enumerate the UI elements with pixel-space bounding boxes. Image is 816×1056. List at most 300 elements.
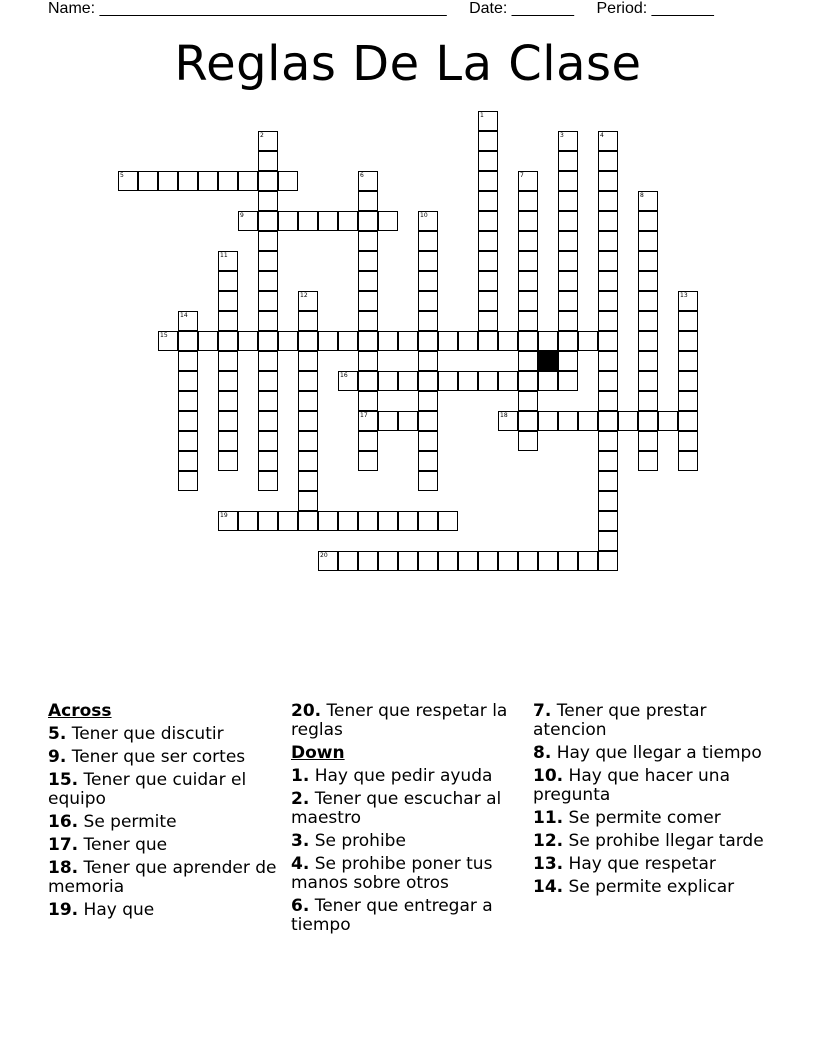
crossword-cell[interactable] bbox=[558, 291, 578, 311]
crossword-cell[interactable] bbox=[478, 191, 498, 211]
crossword-cell[interactable] bbox=[298, 331, 318, 351]
crossword-cell[interactable] bbox=[358, 251, 378, 271]
crossword-cell[interactable] bbox=[518, 351, 538, 371]
crossword-cell[interactable] bbox=[418, 331, 438, 351]
crossword-cell[interactable] bbox=[238, 331, 258, 351]
clue-number-label: 7 bbox=[520, 172, 524, 179]
crossword-cell[interactable] bbox=[418, 391, 438, 411]
crossword-cell[interactable] bbox=[258, 511, 278, 531]
clue-down-14 bbox=[533, 878, 773, 897]
crossword-cell[interactable] bbox=[638, 331, 658, 351]
crossword-cell[interactable] bbox=[318, 211, 338, 231]
crossword-cell[interactable] bbox=[218, 271, 238, 291]
crossword-cell[interactable] bbox=[438, 331, 458, 351]
crossword-cell[interactable] bbox=[638, 251, 658, 271]
crossword-cell[interactable] bbox=[598, 231, 618, 251]
clue-number-label: 6 bbox=[360, 172, 364, 179]
crossword-cell[interactable] bbox=[678, 451, 698, 471]
crossword-cell[interactable] bbox=[238, 171, 258, 191]
clue-number: 3. bbox=[291, 831, 310, 851]
period-field[interactable]: Period: _______ bbox=[596, 0, 714, 17]
crossword-cell[interactable] bbox=[438, 371, 458, 391]
clue-down-1 bbox=[291, 767, 517, 786]
crossword-cell[interactable] bbox=[178, 331, 198, 351]
clue-text: Se permite bbox=[83, 812, 177, 832]
crossword-cell[interactable] bbox=[258, 471, 278, 491]
clues-column-3 bbox=[533, 702, 773, 901]
crossword-cell[interactable] bbox=[478, 291, 498, 311]
crossword-cell[interactable] bbox=[278, 211, 298, 231]
clue-down-12 bbox=[533, 832, 773, 851]
clue-number-label: 5 bbox=[120, 172, 124, 179]
crossword-cell[interactable] bbox=[638, 231, 658, 251]
crossword-cell[interactable] bbox=[598, 251, 618, 271]
clue-number: 2. bbox=[291, 789, 310, 809]
clue-number-label: 10 bbox=[420, 212, 428, 219]
name-field[interactable]: Name: _______________________________________ bbox=[48, 0, 447, 17]
crossword-cell[interactable] bbox=[258, 371, 278, 391]
crossword-cell[interactable] bbox=[358, 271, 378, 291]
crossword-cell[interactable] bbox=[178, 471, 198, 491]
crossword-cell[interactable] bbox=[258, 211, 278, 231]
crossword-cell[interactable] bbox=[518, 291, 538, 311]
crossword-cell[interactable] bbox=[178, 351, 198, 371]
crossword-cell[interactable] bbox=[298, 351, 318, 371]
clue-number-label: 1 bbox=[480, 112, 484, 119]
clue-number: 4. bbox=[291, 854, 310, 874]
clue-text: Hay que llegar a tiempo bbox=[556, 743, 762, 763]
crossword-cell[interactable] bbox=[478, 311, 498, 331]
down-heading: Down bbox=[291, 743, 345, 763]
crossword-cell[interactable] bbox=[338, 551, 358, 571]
crossword-cell[interactable] bbox=[218, 391, 238, 411]
clue-number: 19. bbox=[48, 900, 79, 920]
crossword-cell[interactable] bbox=[638, 391, 658, 411]
crossword-cell[interactable] bbox=[598, 291, 618, 311]
crossword-cell[interactable] bbox=[538, 411, 558, 431]
clue-text: Tener que bbox=[83, 835, 168, 855]
crossword-cell[interactable] bbox=[478, 331, 498, 351]
clue-text: Tener que ser cortes bbox=[71, 747, 246, 767]
clue-number-label: 2 bbox=[260, 132, 264, 139]
clue-number: 20. bbox=[291, 701, 322, 721]
crossword-cell[interactable] bbox=[638, 311, 658, 331]
crossword-cell[interactable] bbox=[178, 171, 198, 191]
crossword-cell[interactable] bbox=[558, 551, 578, 571]
crossword-cell[interactable] bbox=[418, 411, 438, 431]
crossword-cell[interactable] bbox=[298, 451, 318, 471]
crossword-cell[interactable] bbox=[638, 431, 658, 451]
crossword-cell[interactable] bbox=[358, 371, 378, 391]
crossword-cell[interactable] bbox=[438, 551, 458, 571]
crossword-cell[interactable] bbox=[598, 371, 618, 391]
crossword-cell[interactable] bbox=[218, 331, 238, 351]
clue-number: 15. bbox=[48, 770, 79, 790]
crossword-cell[interactable] bbox=[478, 231, 498, 251]
clue-text: Hay que pedir ayuda bbox=[314, 766, 493, 786]
crossword-cell[interactable] bbox=[378, 411, 398, 431]
crossword-cell[interactable] bbox=[598, 191, 618, 211]
crossword-cell[interactable] bbox=[478, 131, 498, 151]
clue-number: 18. bbox=[48, 858, 79, 878]
crossword-cell[interactable] bbox=[258, 231, 278, 251]
crossword-cell[interactable] bbox=[378, 331, 398, 351]
crossword-cell[interactable] bbox=[358, 191, 378, 211]
clue-number: 7. bbox=[533, 701, 552, 721]
crossword-cell[interactable] bbox=[358, 311, 378, 331]
crossword-cell[interactable] bbox=[498, 331, 518, 351]
crossword-cell[interactable] bbox=[358, 511, 378, 531]
crossword-cell[interactable] bbox=[638, 351, 658, 371]
crossword-cell[interactable] bbox=[478, 271, 498, 291]
clues-column-2 bbox=[291, 702, 517, 939]
crossword-cell[interactable] bbox=[198, 171, 218, 191]
crossword-cell[interactable] bbox=[178, 371, 198, 391]
crossword-cell[interactable] bbox=[278, 331, 298, 351]
clue-number: 14. bbox=[533, 877, 564, 897]
crossword-cell[interactable] bbox=[178, 451, 198, 471]
clue-text: Se permite comer bbox=[568, 808, 721, 828]
crossword-cell[interactable] bbox=[298, 311, 318, 331]
crossword-cell[interactable] bbox=[218, 451, 238, 471]
clue-down-8 bbox=[533, 744, 773, 763]
clue-across-18 bbox=[48, 859, 280, 897]
crossword-cell[interactable] bbox=[378, 371, 398, 391]
clue-number-label: 11 bbox=[220, 252, 228, 259]
crossword-cell[interactable] bbox=[318, 511, 338, 531]
clue-across-20 bbox=[291, 702, 517, 740]
crossword-cell[interactable] bbox=[478, 371, 498, 391]
crossword-cell[interactable] bbox=[598, 151, 618, 171]
crossword-cell[interactable] bbox=[678, 431, 698, 451]
crossword-cell[interactable] bbox=[518, 231, 538, 251]
clue-down-10 bbox=[533, 767, 773, 805]
clue-text: Se prohibe bbox=[314, 831, 406, 851]
crossword-cell[interactable] bbox=[218, 411, 238, 431]
crossword-cell[interactable] bbox=[518, 431, 538, 451]
clue-number: 17. bbox=[48, 835, 79, 855]
clue-text: Tener que aprender de memoria bbox=[48, 858, 277, 897]
clue-text: Hay que bbox=[83, 900, 155, 920]
crossword-cell[interactable] bbox=[458, 371, 478, 391]
crossword-cell[interactable] bbox=[458, 331, 478, 351]
crossword-cell[interactable] bbox=[258, 291, 278, 311]
clue-text: Tener que escuchar al maestro bbox=[291, 789, 502, 828]
crossword-cell[interactable] bbox=[218, 431, 238, 451]
crossword-cell[interactable] bbox=[298, 471, 318, 491]
crossword-cell[interactable] bbox=[298, 491, 318, 511]
crossword-cell[interactable] bbox=[678, 411, 698, 431]
crossword-cell[interactable] bbox=[258, 171, 278, 191]
crossword-cell[interactable] bbox=[558, 251, 578, 271]
crossword-cell[interactable] bbox=[558, 311, 578, 331]
clue-number: 13. bbox=[533, 854, 564, 874]
crossword-cell[interactable] bbox=[478, 151, 498, 171]
crossword-cell[interactable] bbox=[218, 311, 238, 331]
crossword-cell[interactable] bbox=[258, 451, 278, 471]
crossword-cell[interactable] bbox=[518, 371, 538, 391]
crossword-cell[interactable] bbox=[678, 311, 698, 331]
crossword-cell[interactable] bbox=[338, 211, 358, 231]
crossword-cell[interactable] bbox=[378, 211, 398, 231]
clue-number: 16. bbox=[48, 812, 79, 832]
crossword-cell[interactable] bbox=[418, 551, 438, 571]
crossword-cell[interactable] bbox=[418, 291, 438, 311]
crossword-cell[interactable] bbox=[638, 411, 658, 431]
crossword-cell[interactable] bbox=[398, 411, 418, 431]
crossword-cell[interactable] bbox=[358, 331, 378, 351]
crossword-cell[interactable] bbox=[518, 251, 538, 271]
crossword-cell[interactable] bbox=[558, 231, 578, 251]
clue-text: Se permite explicar bbox=[568, 877, 735, 897]
crossword-cell[interactable] bbox=[358, 351, 378, 371]
crossword-cell[interactable] bbox=[358, 231, 378, 251]
clue-down-13 bbox=[533, 855, 773, 874]
crossword-cell[interactable] bbox=[398, 511, 418, 531]
crossword-cell[interactable] bbox=[518, 551, 538, 571]
crossword-cell[interactable] bbox=[678, 331, 698, 351]
clue-number: 6. bbox=[291, 896, 310, 916]
crossword-cell[interactable] bbox=[518, 191, 538, 211]
crossword-cell[interactable] bbox=[238, 511, 258, 531]
crossword-cell[interactable] bbox=[558, 411, 578, 431]
clue-number: 1. bbox=[291, 766, 310, 786]
crossword-cell[interactable] bbox=[278, 171, 298, 191]
clue-down-6 bbox=[291, 897, 517, 935]
clue-number-label: 15 bbox=[160, 332, 168, 339]
crossword-cell[interactable] bbox=[418, 471, 438, 491]
clue-number: 10. bbox=[533, 766, 564, 786]
crossword-cell[interactable] bbox=[518, 311, 538, 331]
crossword-cell[interactable] bbox=[418, 431, 438, 451]
clue-number-label: 13 bbox=[680, 292, 688, 299]
crossword-cell[interactable] bbox=[598, 531, 618, 551]
crossword-cell[interactable] bbox=[598, 331, 618, 351]
crossword-cell[interactable] bbox=[518, 331, 538, 351]
crossword-cell[interactable] bbox=[538, 331, 558, 351]
crossword-cell[interactable] bbox=[218, 291, 238, 311]
crossword-cell[interactable] bbox=[678, 391, 698, 411]
crossword-cell[interactable] bbox=[318, 331, 338, 351]
crossword-cell[interactable] bbox=[298, 511, 318, 531]
crossword-cell[interactable] bbox=[618, 411, 638, 431]
crossword-cell[interactable] bbox=[518, 271, 538, 291]
crossword-cell[interactable] bbox=[358, 211, 378, 231]
crossword-cell[interactable] bbox=[358, 391, 378, 411]
crossword-cell[interactable] bbox=[418, 231, 438, 251]
clue-number: 8. bbox=[533, 743, 552, 763]
crossword-cell[interactable] bbox=[598, 271, 618, 291]
clue-down-3 bbox=[291, 832, 517, 851]
crossword-cell[interactable] bbox=[298, 411, 318, 431]
crossword-cell[interactable] bbox=[418, 351, 438, 371]
crossword-cell[interactable] bbox=[678, 351, 698, 371]
clue-text: Tener que respetar la reglas bbox=[291, 701, 508, 740]
clue-number-label: 4 bbox=[600, 132, 604, 139]
crossword-cell[interactable] bbox=[558, 211, 578, 231]
crossword-cell[interactable] bbox=[478, 211, 498, 231]
crossword-cell[interactable] bbox=[178, 391, 198, 411]
crossword-cell[interactable] bbox=[258, 391, 278, 411]
crossword-cell[interactable] bbox=[298, 431, 318, 451]
crossword-cell[interactable] bbox=[678, 371, 698, 391]
crossword-cell[interactable] bbox=[558, 271, 578, 291]
clue-number: 5. bbox=[48, 724, 67, 744]
crossword-cell[interactable] bbox=[638, 371, 658, 391]
crossword-cell[interactable] bbox=[598, 311, 618, 331]
clue-number-label: 8 bbox=[640, 192, 644, 199]
crossword-cell[interactable] bbox=[218, 171, 238, 191]
crossword-cell[interactable] bbox=[278, 511, 298, 531]
crossword-cell[interactable] bbox=[358, 291, 378, 311]
clue-number: 12. bbox=[533, 831, 564, 851]
crossword-cell[interactable] bbox=[658, 411, 678, 431]
crossword-cell[interactable] bbox=[298, 211, 318, 231]
crossword-cell[interactable] bbox=[298, 371, 318, 391]
clue-across-9 bbox=[48, 748, 280, 767]
crossword-cell[interactable] bbox=[358, 431, 378, 451]
crossword-cell[interactable] bbox=[598, 511, 618, 531]
crossword-cell[interactable] bbox=[258, 431, 278, 451]
crossword-cell[interactable] bbox=[458, 551, 478, 571]
crossword-cell[interactable] bbox=[418, 511, 438, 531]
clue-number-label: 9 bbox=[240, 212, 244, 219]
clue-down-4 bbox=[291, 855, 517, 893]
clue-number-label: 20 bbox=[320, 552, 328, 559]
clue-across-5 bbox=[48, 725, 280, 744]
clue-across-15 bbox=[48, 771, 280, 809]
date-field[interactable]: Date: _______ bbox=[469, 0, 575, 17]
clue-down-7 bbox=[533, 702, 773, 740]
crossword-cell[interactable] bbox=[638, 291, 658, 311]
page-title: Reglas De La Clase bbox=[174, 36, 642, 92]
crossword-cell[interactable] bbox=[558, 351, 578, 371]
crossword-cell[interactable] bbox=[438, 511, 458, 531]
crossword-cell[interactable] bbox=[158, 171, 178, 191]
crossword-cell[interactable] bbox=[578, 331, 598, 351]
crossword-cell[interactable] bbox=[478, 171, 498, 191]
crossword-cell[interactable] bbox=[638, 211, 658, 231]
crossword-cell[interactable] bbox=[358, 551, 378, 571]
crossword-cell[interactable] bbox=[498, 371, 518, 391]
crossword-cell[interactable] bbox=[338, 511, 358, 531]
crossword-cell[interactable] bbox=[258, 191, 278, 211]
crossword-cell[interactable] bbox=[558, 151, 578, 171]
clue-down-11 bbox=[533, 809, 773, 828]
clue-text: Se prohibe poner tus manos sobre otros bbox=[291, 854, 493, 893]
crossword-cell[interactable] bbox=[478, 551, 498, 571]
clue-number-label: 12 bbox=[300, 292, 308, 299]
crossword-cell[interactable] bbox=[598, 551, 618, 571]
crossword-cell[interactable] bbox=[218, 371, 238, 391]
crossword-cell[interactable] bbox=[378, 511, 398, 531]
crossword-cell[interactable] bbox=[258, 411, 278, 431]
crossword-cell[interactable] bbox=[558, 191, 578, 211]
clue-number-label: 17 bbox=[360, 412, 368, 419]
clue-number-label: 14 bbox=[180, 312, 188, 319]
crossword-cell[interactable] bbox=[258, 351, 278, 371]
crossword-cell[interactable] bbox=[538, 371, 558, 391]
crossword-cell[interactable] bbox=[258, 311, 278, 331]
crossword-cell[interactable] bbox=[598, 391, 618, 411]
crossword-cell[interactable] bbox=[258, 151, 278, 171]
crossword-cell[interactable] bbox=[338, 331, 358, 351]
crossword-cell[interactable] bbox=[358, 451, 378, 471]
crossword-cell[interactable] bbox=[598, 491, 618, 511]
crossword-cell[interactable] bbox=[398, 371, 418, 391]
clue-across-19 bbox=[48, 901, 280, 920]
clue-across-16 bbox=[48, 813, 280, 832]
crossword-cell[interactable] bbox=[558, 371, 578, 391]
crossword-cell[interactable] bbox=[418, 271, 438, 291]
crossword-cell[interactable] bbox=[498, 551, 518, 571]
crossword-cell[interactable] bbox=[178, 431, 198, 451]
crossword-cell[interactable] bbox=[398, 551, 418, 571]
crossword-cell[interactable] bbox=[598, 451, 618, 471]
clue-text: Se prohibe llegar tarde bbox=[568, 831, 764, 851]
clue-down-2 bbox=[291, 790, 517, 828]
crossword-cell[interactable] bbox=[398, 331, 418, 351]
crossword-cell[interactable] bbox=[598, 411, 618, 431]
crossword-cell[interactable] bbox=[218, 351, 238, 371]
crossword-cell[interactable] bbox=[518, 391, 538, 411]
clue-text: Hay que respetar bbox=[568, 854, 716, 874]
crossword-cell[interactable] bbox=[598, 471, 618, 491]
crossword-cell[interactable] bbox=[178, 411, 198, 431]
crossword-cell[interactable] bbox=[418, 311, 438, 331]
clue-number-label: 3 bbox=[560, 132, 564, 139]
crossword-cell[interactable] bbox=[558, 171, 578, 191]
clue-number-label: 16 bbox=[340, 372, 348, 379]
crossword-cell[interactable] bbox=[138, 171, 158, 191]
clue-number-label: 19 bbox=[220, 512, 228, 519]
crossword-cell[interactable] bbox=[258, 271, 278, 291]
crossword-cell[interactable] bbox=[258, 251, 278, 271]
crossword-cell[interactable] bbox=[418, 251, 438, 271]
clue-number: 9. bbox=[48, 747, 67, 767]
clue-text: Hay que hacer una pregunta bbox=[533, 766, 730, 805]
crossword-cell[interactable] bbox=[418, 371, 438, 391]
black-square bbox=[538, 351, 558, 371]
across-heading: Across bbox=[48, 701, 112, 721]
clues-column-1 bbox=[48, 702, 280, 924]
crossword-cell[interactable] bbox=[258, 331, 278, 351]
clue-number-label: 18 bbox=[500, 412, 508, 419]
crossword-cell[interactable] bbox=[578, 551, 598, 571]
clue-number: 11. bbox=[533, 808, 564, 828]
crossword-cell[interactable] bbox=[638, 451, 658, 471]
crossword-cell[interactable] bbox=[598, 171, 618, 191]
crossword-cell[interactable] bbox=[558, 331, 578, 351]
crossword-cell[interactable] bbox=[198, 331, 218, 351]
crossword-cell[interactable] bbox=[638, 271, 658, 291]
crossword-cell[interactable] bbox=[518, 411, 538, 431]
clue-text: Tener que discutir bbox=[71, 724, 224, 744]
crossword-cell[interactable] bbox=[578, 411, 598, 431]
clue-text: Tener que prestar atencion bbox=[533, 701, 707, 740]
crossword-cell[interactable] bbox=[518, 211, 538, 231]
crossword-cell[interactable] bbox=[538, 551, 558, 571]
crossword-cell[interactable] bbox=[598, 351, 618, 371]
clue-text: Tener que entregar a tiempo bbox=[291, 896, 493, 935]
crossword-cell[interactable] bbox=[418, 451, 438, 471]
crossword-cell[interactable] bbox=[478, 251, 498, 271]
crossword-cell[interactable] bbox=[598, 211, 618, 231]
clue-across-17 bbox=[48, 836, 280, 855]
crossword-cell[interactable] bbox=[298, 391, 318, 411]
crossword-cell[interactable] bbox=[598, 431, 618, 451]
crossword-cell[interactable] bbox=[378, 551, 398, 571]
